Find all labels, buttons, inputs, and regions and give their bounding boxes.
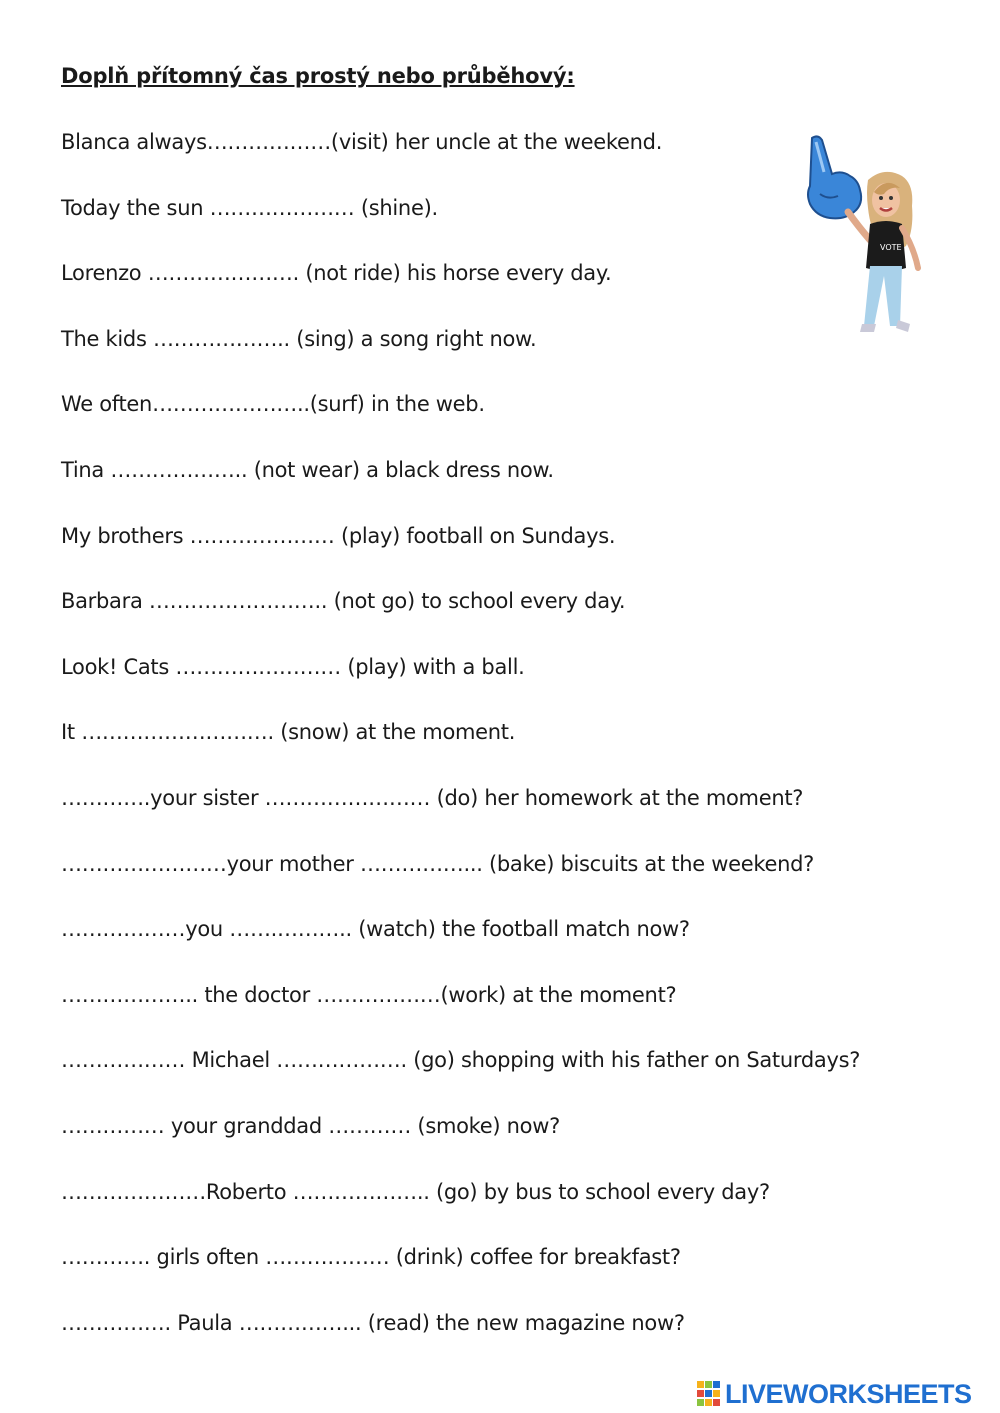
exercise-sentence: ……………………your mother ……………... (bake) biscuits at the weekend? [61, 851, 814, 876]
foam-finger-icon [808, 136, 861, 218]
exercise-sentence: …………………Roberto ……………….. (go) by bus to school every day? [61, 1179, 770, 1204]
exercise-sentence: It ………………………. (snow) at the moment. [61, 720, 516, 745]
exercise-sentence: …………… your granddad ………… (smoke) now? [61, 1113, 560, 1138]
brand-name: LIVEWORKSHEETS [725, 1378, 972, 1409]
exercise-sentence: ………….your sister …………………… (do) her homework at the moment? [61, 785, 804, 810]
exercise-sentence: We often…………………..(surf) in the web. [61, 392, 485, 417]
worksheet-title: Doplň přítomný čas prostý nebo průběhový: [61, 64, 575, 88]
exercise-sentence: ……………….. the doctor ………………(work) at the moment? [61, 982, 677, 1007]
avatar-illustration [790, 132, 940, 337]
exercise-sentence: …………. girls often ……………… (drink) coffee for breakfast? [61, 1245, 681, 1270]
liveworksheets-logo-icon [697, 1381, 721, 1407]
exercise-sentence: My brothers ………………… (play) football on Sundays. [61, 523, 616, 548]
exercise-sentence: Lorenzo …………………. (not ride) his horse every day. [61, 261, 612, 286]
exercise-sentence: ………………you …….……….. (watch) the football match now? [61, 917, 690, 942]
exercise-sentence: ……………. Paula ……………... (read) the new magazine now? [61, 1310, 685, 1335]
exercise-sentence: The kids ……………….. (sing) a song right now. [61, 326, 537, 351]
exercise-sentence: ……………… Michael ………………. (go) shopping with his father on Saturdays? [61, 1048, 861, 1073]
svg-text:VOTE: VOTE [880, 243, 902, 252]
exercise-sentence: Today the sun ………………… (shine). [61, 195, 438, 220]
exercise-sentence: Look! Cats …………………… (play) with a ball. [61, 654, 525, 679]
exercise-sentence: Tina ……………….. (not wear) a black dress now. [61, 457, 554, 482]
brand-logo [697, 1376, 972, 1412]
exercise-sentence: Blanca always………………(visit) her uncle at the weekend. [61, 130, 663, 154]
exercise-sentence: Barbara …………………….. (not go) to school every day. [61, 589, 626, 614]
exercise-list [61, 124, 860, 1370]
